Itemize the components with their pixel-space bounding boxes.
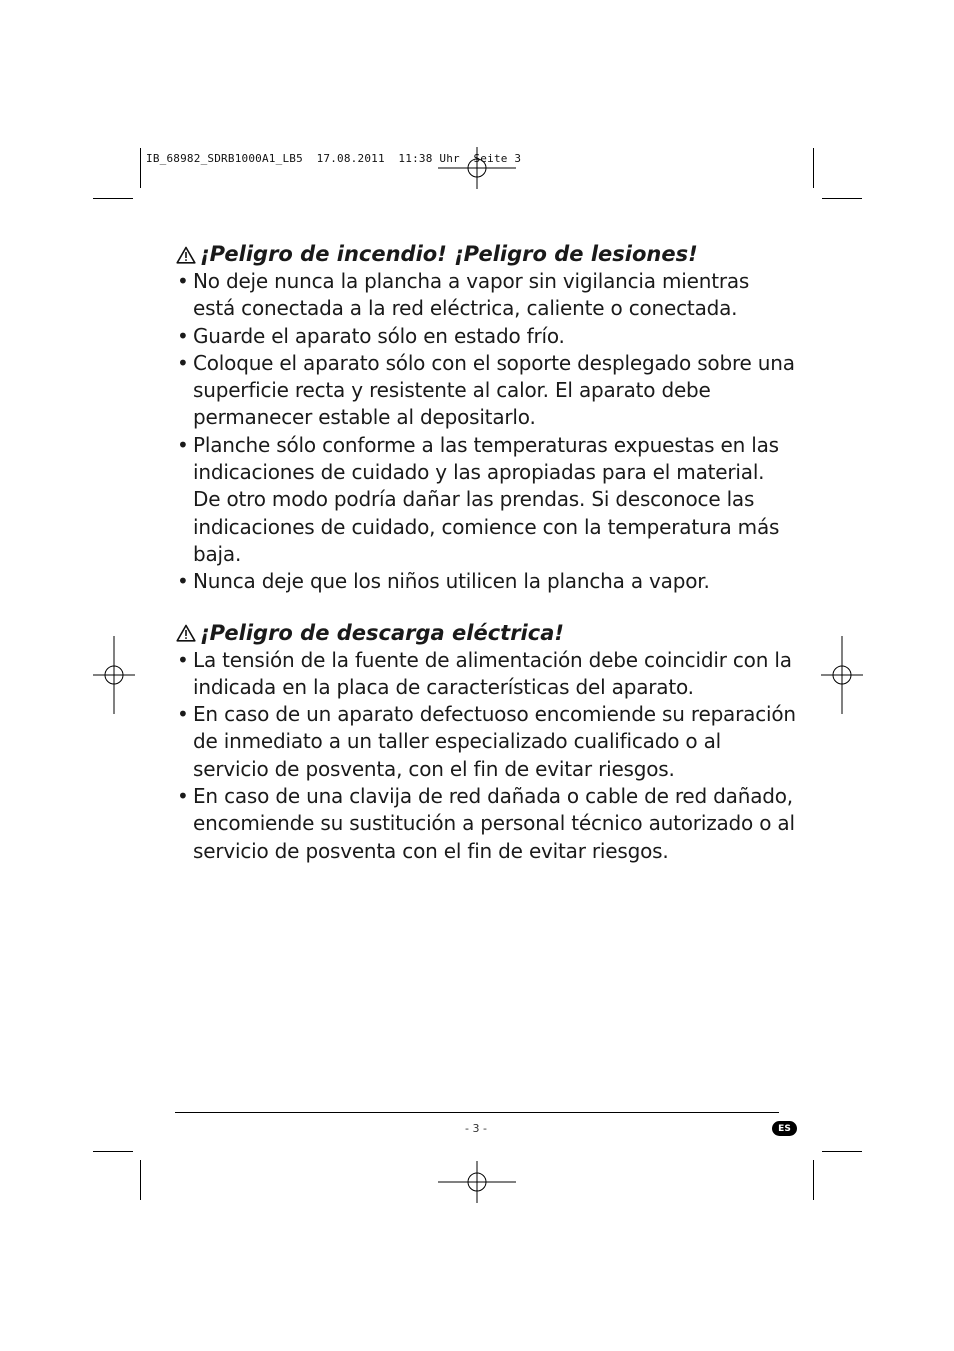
safety-content	[176, 241, 796, 865]
section-heading-text: ¡Peligro de incendio! ¡Peligro de lesiones!	[200, 242, 698, 266]
registration-mark-top-icon	[438, 147, 516, 189]
list-item: • Guarde el aparato sólo en estado frío.	[177, 323, 565, 348]
list-item: • Planche sólo conforme a las temperaturas expuestas en las indicaciones de cuidado y las apropiadas para el material. De otro modo podría dañar las prendas. Si desconoce las indicaciones de cuidado, comience con la temperatura más baja.	[177, 432, 780, 566]
page-number: - 3 -	[465, 1122, 487, 1135]
registration-mark-bottom-icon	[438, 1161, 516, 1203]
crop-mark	[822, 198, 862, 199]
list-item: • No deje nunca la plancha a vapor sin vigilancia mientras está conectada a la red eléctrica, caliente o conectada.	[177, 269, 750, 321]
crop-mark	[822, 1151, 862, 1152]
warning-triangle-icon	[176, 624, 196, 642]
section-heading	[176, 620, 796, 647]
crop-mark	[140, 148, 141, 188]
footer-rule	[175, 1112, 779, 1113]
crop-mark	[93, 1151, 133, 1152]
language-badge: ES	[772, 1121, 797, 1136]
warning-triangle-icon	[176, 246, 196, 264]
section-fire-injury	[176, 241, 796, 596]
print-slug: IB_68982_SDRB1000A1_LB5 17.08.2011 11:38 Uhr Seite 3	[146, 152, 522, 165]
list-item: • En caso de una clavija de red dañada o cable de red dañado, encomiende su sustitución a personal técnico autorizado o al servicio de posventa con el fin de evitar riesgos.	[177, 784, 795, 863]
crop-mark	[93, 198, 133, 199]
section-heading-text: ¡Peligro de descarga eléctrica!	[200, 620, 564, 645]
section-electric-shock	[176, 620, 796, 865]
list-item: • Nunca deje que los niños utilicen la plancha a vapor.	[177, 569, 710, 594]
list-item: • La tensión de la fuente de alimentación debe coincidir con la indicada en la placa de características del aparato.	[177, 647, 792, 699]
bullet-list	[176, 268, 796, 596]
list-item: • Coloque el aparato sólo con el soporte desplegado sobre una superficie recta y resistente al calor. El aparato debe permanecer estable al depositarlo.	[177, 350, 795, 430]
crop-mark	[140, 1160, 141, 1200]
bullet-list	[176, 647, 796, 865]
registration-mark-left-icon	[93, 636, 135, 714]
crop-mark	[813, 148, 814, 188]
section-heading	[176, 241, 796, 268]
registration-mark-right-icon	[821, 636, 863, 714]
crop-mark	[813, 1160, 814, 1200]
list-item: • En caso de un aparato defectuoso encomiende su reparación de inmediato a un taller especializado cualificado o al servicio de posventa, con el fin de evitar riesgos.	[177, 702, 796, 781]
